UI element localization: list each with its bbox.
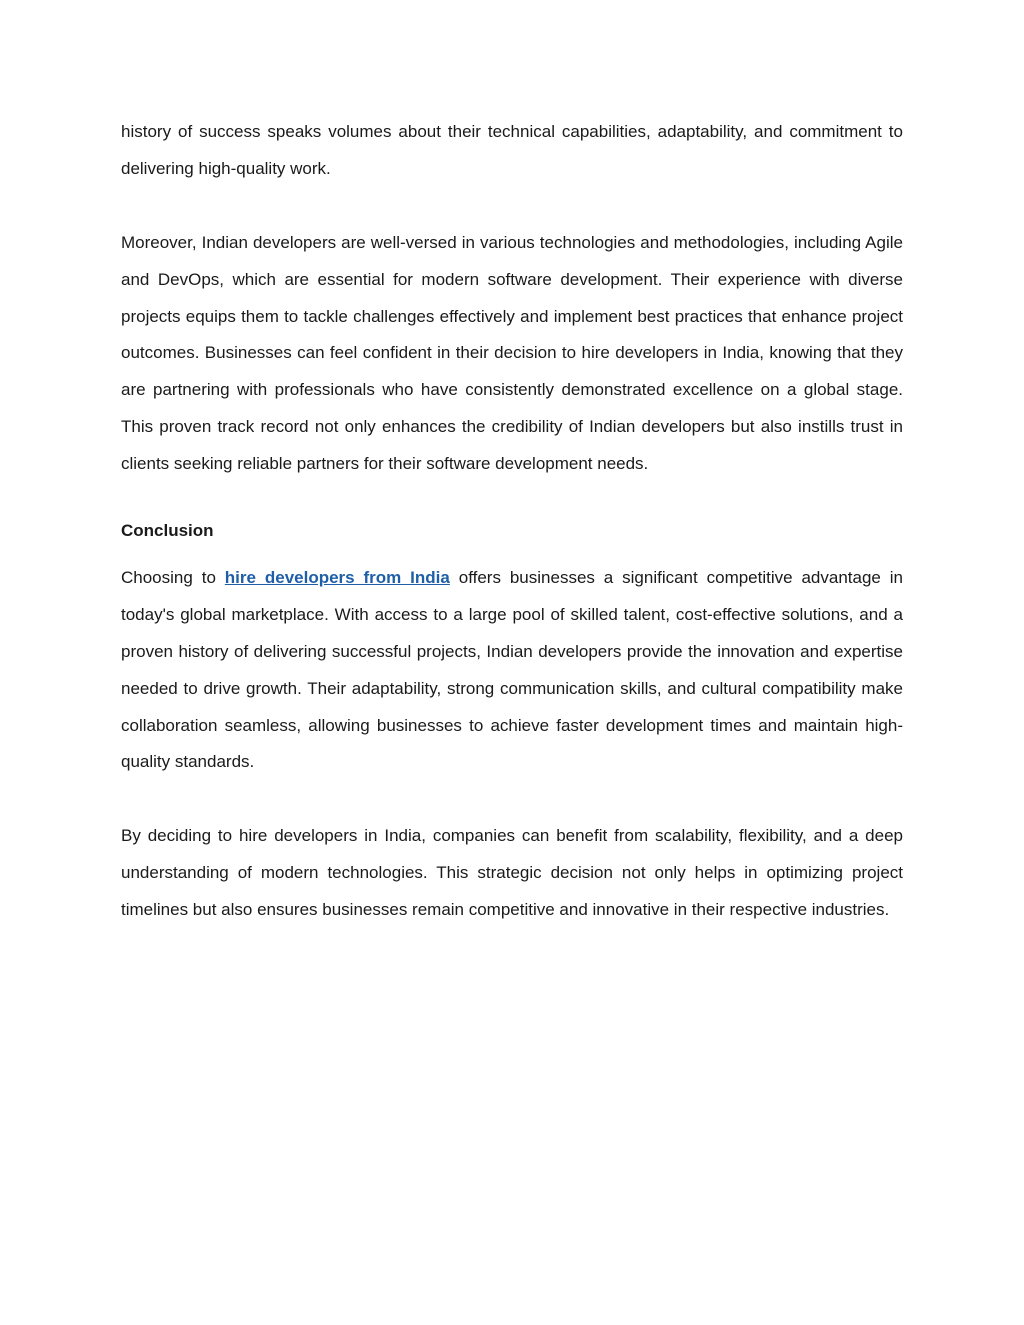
paragraph-conclusion-lead: Choosing to	[121, 567, 225, 587]
paragraph-final: By deciding to hire developers in India, companies can benefit from scalability, flexibility, and a deep understanding of modern technologies. This strategic decision not only helps in optimizing project timelines but also ensures businesses remain competitive and innovative in their respective industries.	[121, 826, 903, 920]
paragraph-intro: history of success speaks volumes about their technical capabilities, adaptability, and commitment to delivering high-quality work.	[121, 122, 903, 178]
hire-developers-link[interactable]: hire developers from India	[224, 567, 450, 587]
paragraph-conclusion-body: offers businesses a significant competitive advantage in today's global marketplace. With access to a large pool of skilled talent, cost-effective solutions, and a proven history of delivering successful projects, Indian developers provide the innovation and expertise needed to drive growth. Their adaptability, strong communication skills, and cultural compatibility make collaboration seamless, allowing businesses to achieve faster development times and maintain high-quality standards.	[121, 567, 904, 772]
document-page	[121, 114, 903, 929]
paragraph-conclusion	[121, 560, 903, 781]
paragraph-indian-developers: Moreover, Indian developers are well-versed in various technologies and methodologies, including Agile and DevOps, which are essential for modern software development. Their experience with diverse projects equips them to tackle challenges effectively and implement best practices that enhance project outcomes. Businesses can feel confident in their decision to hire developers in India, knowing that they are partnering with professionals who have consistently demonstrated excellence on a global stage. This proven track record not only enhances the credibility of Indian developers but also instills trust in clients seeking reliable partners for their software development needs.	[121, 232, 903, 474]
section-heading-conclusion: Conclusion	[121, 521, 214, 541]
